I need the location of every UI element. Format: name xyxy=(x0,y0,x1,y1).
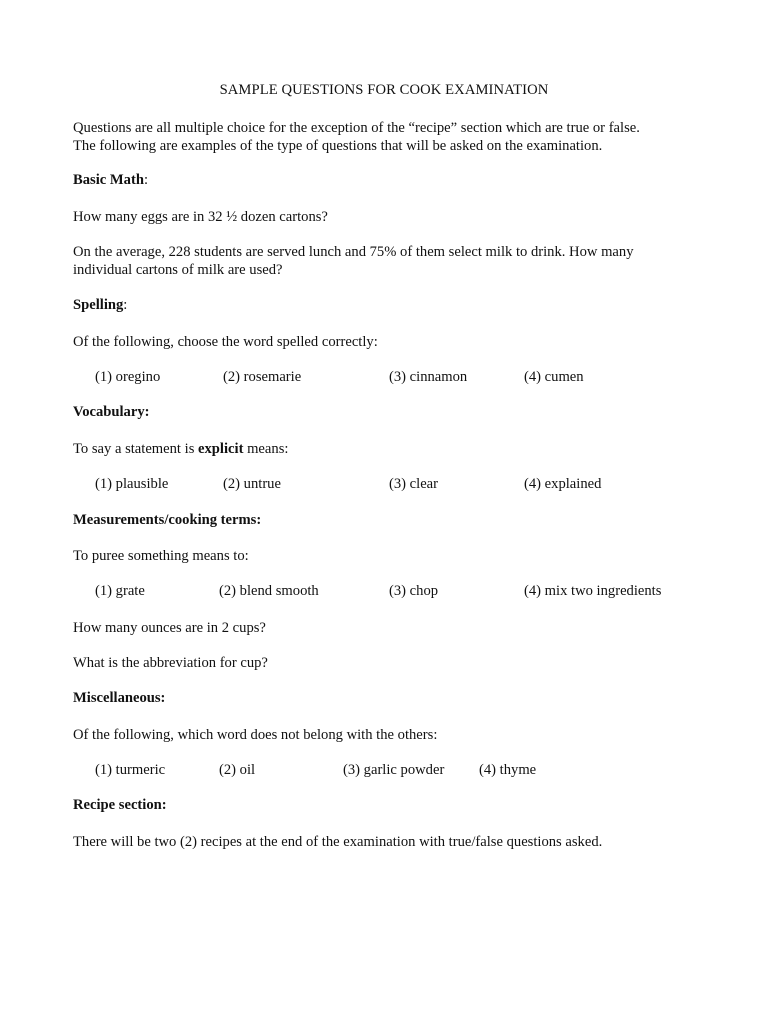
basic-math-question-2 xyxy=(73,243,713,279)
vocabulary-question-post: means: xyxy=(243,441,289,457)
measurements-question-2: How many ounces are in 2 cups? xyxy=(73,620,266,636)
basic-math-heading-colon: : xyxy=(143,172,149,188)
spelling-option-1: (1) oregino xyxy=(95,369,161,385)
spelling-option-3: (3) cinnamon xyxy=(389,369,468,385)
measurements-option-2: (2) blend smooth xyxy=(219,583,319,599)
measurements-option-1: (1) grate xyxy=(95,583,145,599)
vocabulary-question-keyword: explicit xyxy=(198,441,244,457)
vocabulary-option-3: (3) clear xyxy=(389,476,439,492)
vocabulary-option-2: (2) untrue xyxy=(223,476,281,492)
vocabulary-question-pre: To say a statement is xyxy=(73,441,199,457)
basic-math-question-2-line-1: On the average, 228 students are served lunch and 75% of them select milk to drink. How many xyxy=(73,244,634,260)
vocabulary-question xyxy=(73,440,713,458)
spelling-option-2: (2) rosemarie xyxy=(223,369,302,385)
miscellaneous-option-4: (4) thyme xyxy=(479,762,537,778)
measurements-question: To puree something means to: xyxy=(73,548,249,564)
measurements-option-3: (3) chop xyxy=(389,583,439,599)
section-heading-basic-math xyxy=(73,172,148,189)
recipe-description: There will be two (2) recipes at the end of the examination with true/false questions asked. xyxy=(73,834,603,850)
spelling-question: Of the following, choose the word spelled correctly: xyxy=(73,334,378,350)
section-heading-measurements: Measurements/cooking terms: xyxy=(73,512,262,528)
section-heading-spelling xyxy=(73,297,127,314)
vocabulary-option-4: (4) explained xyxy=(524,476,602,492)
intro-paragraph xyxy=(73,119,713,155)
miscellaneous-option-2: (2) oil xyxy=(219,762,256,778)
page-title: SAMPLE QUESTIONS FOR COOK EXAMINATION xyxy=(219,82,549,98)
measurements-option-4: (4) mix two ingredients xyxy=(524,583,662,599)
intro-line-1: Questions are all multiple choice for the exception of the “recipe” section which are true or false. xyxy=(73,120,640,136)
vocabulary-option-1: (1) plausible xyxy=(95,476,169,492)
section-heading-vocabulary: Vocabulary: xyxy=(73,404,150,420)
basic-math-question-1: How many eggs are in 32 ½ dozen cartons? xyxy=(73,209,328,225)
miscellaneous-option-1: (1) turmeric xyxy=(95,762,166,778)
section-heading-miscellaneous: Miscellaneous: xyxy=(73,690,166,706)
miscellaneous-question: Of the following, which word does not belong with the others: xyxy=(73,727,438,743)
spelling-option-4: (4) cumen xyxy=(524,369,584,385)
miscellaneous-option-3: (3) garlic powder xyxy=(343,762,445,778)
basic-math-heading-text: Basic Math xyxy=(73,172,144,188)
spelling-heading-colon: : xyxy=(123,297,128,313)
measurements-question-3: What is the abbreviation for cup? xyxy=(73,655,268,671)
section-heading-recipe: Recipe section: xyxy=(73,797,167,813)
intro-line-2: The following are examples of the type of questions that will be asked on the examination. xyxy=(73,138,603,154)
basic-math-question-2-line-2: individual cartons of milk are used? xyxy=(73,262,283,278)
spelling-heading-text: Spelling xyxy=(73,297,124,313)
